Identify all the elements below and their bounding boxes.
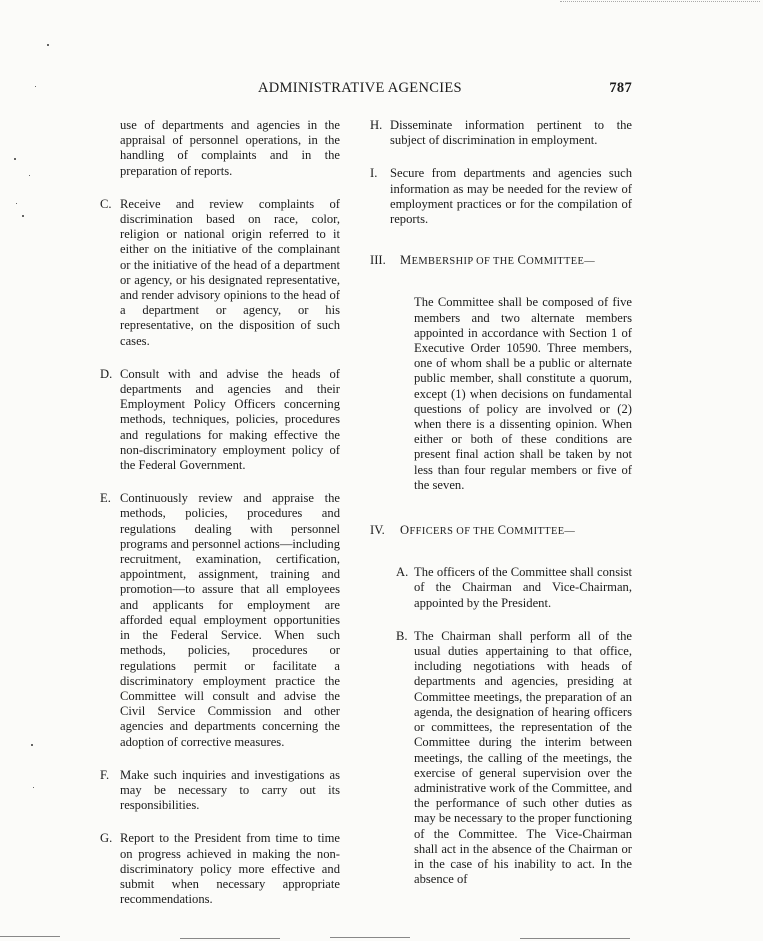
title-initial: M — [400, 253, 412, 268]
section-title — [400, 523, 575, 539]
item-label: H. — [370, 118, 383, 132]
scan-speck — [29, 175, 30, 176]
item-label: C. — [100, 196, 112, 211]
item-text: The officers of the Committee shall consist of the Chairman and Vice-Chairman, appointed by the President. — [414, 565, 632, 610]
item-label: B. — [396, 628, 408, 643]
continued-paragraph: use of departments and agencies in the appraisal of personnel operations, in the handling of complaints and in the preparation of reports. — [120, 118, 340, 178]
list-item-d — [100, 367, 340, 473]
section-label: IV. — [370, 523, 385, 538]
section-label: III. — [370, 253, 386, 268]
scan-edge-line — [330, 937, 410, 938]
item-text: Consult with and advise the heads of departments and agencies and their Employment Policy Officers concerning methods, techniques, policies, procedures and regulations for making effective the non-discriminatory employment policy of the Federal Government. — [120, 366, 340, 473]
title-initial-2: C — [497, 523, 507, 538]
list-item-h — [370, 118, 632, 148]
section-iv-heading — [370, 523, 632, 539]
item-text: Disseminate information pertinent to the subject of discrimination in employment. — [390, 118, 632, 148]
item-label: D. — [100, 366, 113, 381]
item-label: E. — [100, 491, 111, 506]
item-text: The Chairman shall perform all of the usual duties appertaining to that office, including negotiations with heads of departments and agencies, presiding at Committee meetings, the preparation of an agenda, the designation of hearing officers or committees, the representation of the Committee during the interim between meetings, the calling of the meetings, the exercise of general supervision over the administrative work of the Committee, and the performance of such other duties as may be necessary to the proper functioning of the Committee. The Vice-Chairman shall act in the absence of the Chairman or in the case of his inability to act. In the absence of — [414, 628, 632, 887]
section-iii-heading — [370, 253, 632, 269]
list-item-c — [100, 197, 340, 349]
list-item-i — [370, 166, 632, 227]
item-text: Continuously review and appraise the methods, policies, procedures and regulations dealing with personnel programs and personnel actions—including recruitment, examination, certification, appointment, assignment, training and promotion—to assure that all employees and applicants for employment are afforded equal employment opportunities in the Federal Service. When such methods, policies, procedures or regulations permit or facilitate a discriminatory employment practice the Committee will consult and advise the Civil Service Commission and other agencies and departments concerning the adoption of corrective measures. — [120, 491, 340, 749]
list-item-e — [100, 491, 340, 749]
left-column — [100, 118, 340, 907]
item-label: I. — [370, 166, 378, 181]
scan-speck — [35, 86, 36, 87]
scan-speck — [33, 787, 34, 788]
list-item-iv-b — [396, 629, 632, 887]
title-rest-2: OMMITTEE— — [506, 526, 576, 538]
item-label: G. — [100, 831, 113, 846]
running-title: ADMINISTRATIVE AGENCIES — [258, 80, 462, 96]
scan-speck — [31, 744, 33, 746]
page-number: 787 — [609, 80, 632, 96]
scan-speck — [14, 158, 16, 160]
scan-speck — [47, 44, 49, 46]
item-label: F. — [100, 767, 110, 782]
list-item-f — [100, 768, 340, 814]
scan-edge-line — [0, 936, 60, 937]
scan-edge-dots — [560, 1, 760, 4]
title-rest: EMBERSHIP OF THE — [411, 256, 518, 268]
scan-edge-line — [180, 938, 280, 939]
title-initial-2: C — [517, 253, 527, 268]
item-text: Receive and review complaints of discrimination based on race, color, religion or national origin referred to it either on the initiative of the complainant or the initiative of the head of a department or agency, or his designated representative, and render advisory opinions to the head of a department or agency, or his representative, on the disposition of such cases. — [120, 196, 340, 348]
item-label: A. — [396, 565, 409, 580]
section-iii-paragraph: The Committee shall be composed of five members and two alternate members appointed in accordance with Section 1 of Executive Order 10590. Three members, one of whom shall be a public or alternate public member, shall constitute a quorum, except (1) when decisions on fundamental questions of policy are involved or (2) when there is a dissenting opinion. When either or both of these conditions are present final action shall be taken by not less than four regular members or five of the seven. — [414, 295, 632, 492]
title-initial: O — [400, 523, 410, 538]
scan-edge-line — [520, 938, 630, 939]
item-text: Make such inquiries and investigations as may be necessary to carry out its responsibilities. — [120, 767, 340, 813]
item-text: Secure from departments and agencies such information as may be needed for the review of employment practices or for the compilation of reports. — [390, 166, 632, 227]
section-title — [400, 253, 595, 269]
list-item-g — [100, 831, 340, 907]
title-rest-2: OMMITTEE— — [526, 256, 596, 268]
scan-speck — [22, 215, 24, 217]
right-column — [370, 118, 632, 887]
page-header — [100, 80, 632, 100]
scan-speck — [16, 203, 17, 204]
list-item-iv-a — [396, 565, 632, 611]
title-rest: FFICERS OF THE — [409, 526, 498, 538]
item-text: Report to the President from time to time on progress achieved in making the non-discriminatory policy more effective and submit when necessary appropriate recommendations. — [120, 831, 340, 907]
